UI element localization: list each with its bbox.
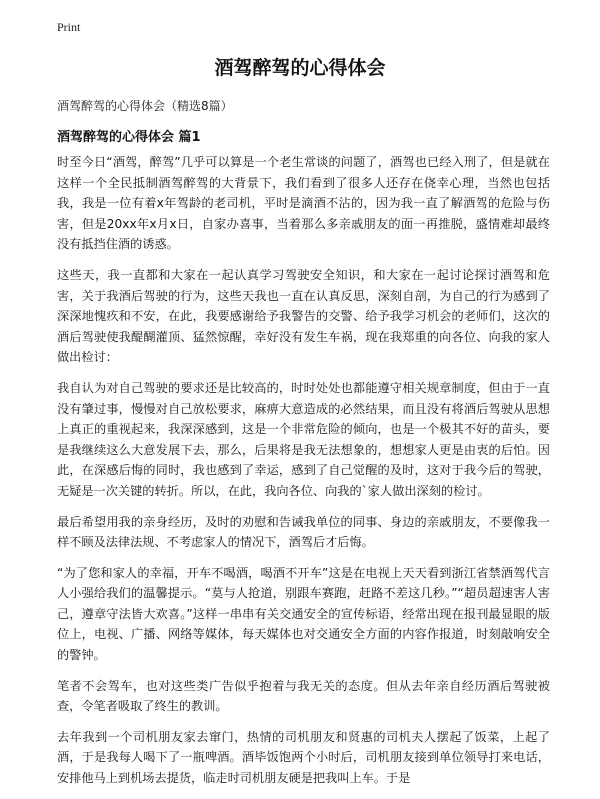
article-body bbox=[57, 152, 550, 799]
print-label[interactable]: Print bbox=[57, 20, 81, 34]
paragraph: 这些天，我一直都和大家在一起认真学习驾驶安全知识，和大家在一起讨论探讨酒驾和危害，关于我酒后驾驶的行为，这些天我也一直在认真反思，深刻自剖，为自己的行为感到了深深地愧疚和不安，在此，我要感谢给予我警告的交警、给予我学习机会的老师们，这次的酒后驾驶使我醍醐灌顶、猛然惊醒，幸好没有发生车祸，现在我郑重的向各位、向我的家人做出检讨： bbox=[57, 267, 550, 365]
page-title: 酒驾醉驾的心得体会 bbox=[214, 57, 386, 79]
paragraph: 最后希望用我的亲身经历，及时的劝慰和告诫我单位的同事、身边的亲戚朋友，不要像我一样不顾及法律法规、不考虑家人的情况下，酒驾后才后悔。 bbox=[57, 514, 550, 550]
document-subtitle: 酒驾醉驾的心得体会（精选8篇） bbox=[57, 99, 233, 113]
paragraph: “为了您和家人的幸福，开车不喝酒，喝酒不开车”这是在电视上天天看到浙江省禁酒驾代言人小强给我们的温馨提示。“莫与人抢道，别跟车赛跑，赶路不差这几秒。”“超员超速害人害己，遵章守法皆大欢喜。”这样一串串有关交通安全的宣传标语，经常出现在报刊最显眼的版位上，电视、广播、网络等媒体，每天媒体也对交通安全方面的内容作报道，时刻敲响安全的警钟。 bbox=[57, 565, 550, 663]
paragraph: 笔者不会驾车，也对这些类广告似乎抱着与我无关的态度。但从去年亲自经历酒后驾驶被查，令笔者吸取了终生的教训。 bbox=[57, 678, 550, 714]
section-heading: 酒驾醉驾的心得体会 篇1 bbox=[57, 130, 201, 145]
paragraph: 去年我到一个司机朋友家去窜门，热情的司机朋友和贤惠的司机夫人摆起了饭菜，上起了酒，于是我每人喝下了一瓶啤酒。酒毕饭饱两个小时后，司机朋友接到单位领导打来电话，安排他马上到机场去提货，临走时司机朋友硬是把我叫上车。于是 bbox=[57, 729, 550, 786]
paragraph: 时至今日“酒驾，醉驾”几乎可以算是一个老生常谈的问题了，酒驾也已经入刑了，但是就在这样一个全民抵制酒驾醉驾的大背景下，我们看到了很多人还存在侥幸心理，当然也包括我，我是一位有着x年驾龄的老司机，平时是滴酒不沾的，因为我一直了解酒驾的危险与伤害，但是20xx年x月x日，自家办喜事，当着那么多亲戚朋友的面一再推脱，盛情难却最终没有抵挡住酒的诱惑。 bbox=[57, 155, 550, 252]
paragraph: 我自认为对自己驾驶的要求还是比较高的，时时处处也都能遵守相关规章制度，但由于一直没有肇过事，慢慢对自己放松要求，麻痹大意造成的必然结果，而且没有将酒后驾驶从思想上真正的重视起来，我深深感到，这是一个非常危险的倾向，也是一个极其不好的苗头，要是我继续这么大意发展下去，那么，后果将是我无法想象的，想想家人更是由衷的后怕。因此，在深感后悔的同时，我也感到了幸运，感到了自己觉醒的及时，这对于我今后的驾驶，无疑是一次关键的转折。所以，在此，我向各位、向我的`家人做出深刻的检讨。 bbox=[57, 380, 550, 498]
